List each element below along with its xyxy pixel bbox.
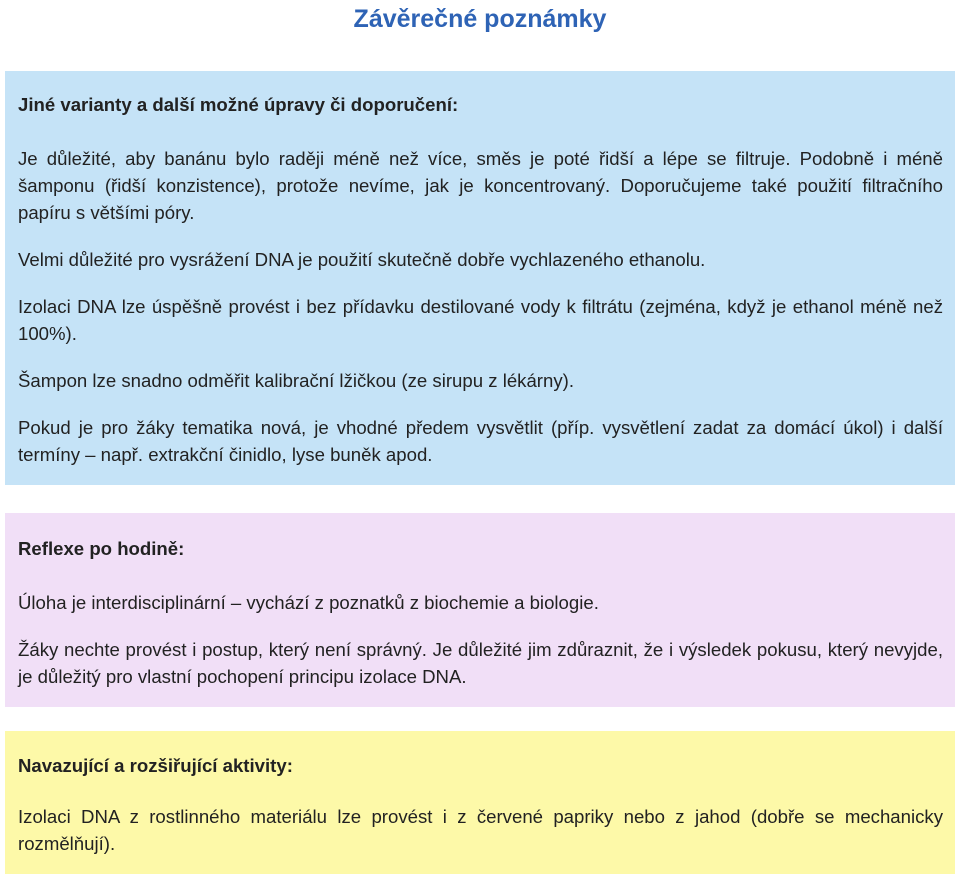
variants-paragraph-1: Je důležité, aby banánu bylo raději méně než více, směs je poté řidší a lépe se filtruje. Podobně i méně šamponu (řidší konzistence), protože nevíme, jak je koncentrovaný. Doporučujeme také použití filtračního papíru s většími póry. bbox=[18, 148, 943, 223]
activities-heading: Navazující a rozšiřující aktivity: bbox=[18, 755, 293, 776]
variants-paragraph-4: Šampon lze snadno odměřit kalibrační lžičkou (ze sirupu z lékárny). bbox=[18, 370, 574, 391]
reflection-paragraph-2: Žáky nechte provést i postup, který není správný. Je důležité jim zdůraznit, že i výsledek pokusu, který nevyjde, je důležitý pro vlastní pochopení principu izolace DNA. bbox=[18, 639, 943, 687]
variants-paragraph-5: Pokud je pro žáky tematika nová, je vhodné předem vysvětlit (příp. vysvětlení zadat za domácí úkol) i další termíny – např. extrakční činidlo, lyse buněk apod. bbox=[18, 417, 943, 465]
page-title: Závěrečné poznámky bbox=[353, 5, 607, 33]
activities-section bbox=[5, 731, 955, 874]
variants-heading: Jiné varianty a další možné úpravy či doporučení: bbox=[18, 94, 459, 115]
variants-section bbox=[5, 71, 955, 485]
reflection-paragraph-1: Úloha je interdisciplinární – vychází z poznatků z biochemie a biologie. bbox=[18, 592, 599, 613]
activities-paragraph-1: Izolaci DNA z rostlinného materiálu lze provést i z červené papriky nebo z jahod (dobře se mechanicky rozmělňují). bbox=[18, 806, 943, 854]
variants-paragraph-2: Velmi důležité pro vysrážení DNA je použití skutečně dobře vychlazeného ethanolu. bbox=[18, 249, 706, 270]
reflection-heading: Reflexe po hodině: bbox=[18, 538, 185, 559]
variants-paragraph-3: Izolaci DNA lze úspěšně provést i bez přídavku destilované vody k filtrátu (zejména, když je ethanol méně než 100%). bbox=[18, 296, 943, 344]
reflection-section bbox=[5, 513, 955, 707]
